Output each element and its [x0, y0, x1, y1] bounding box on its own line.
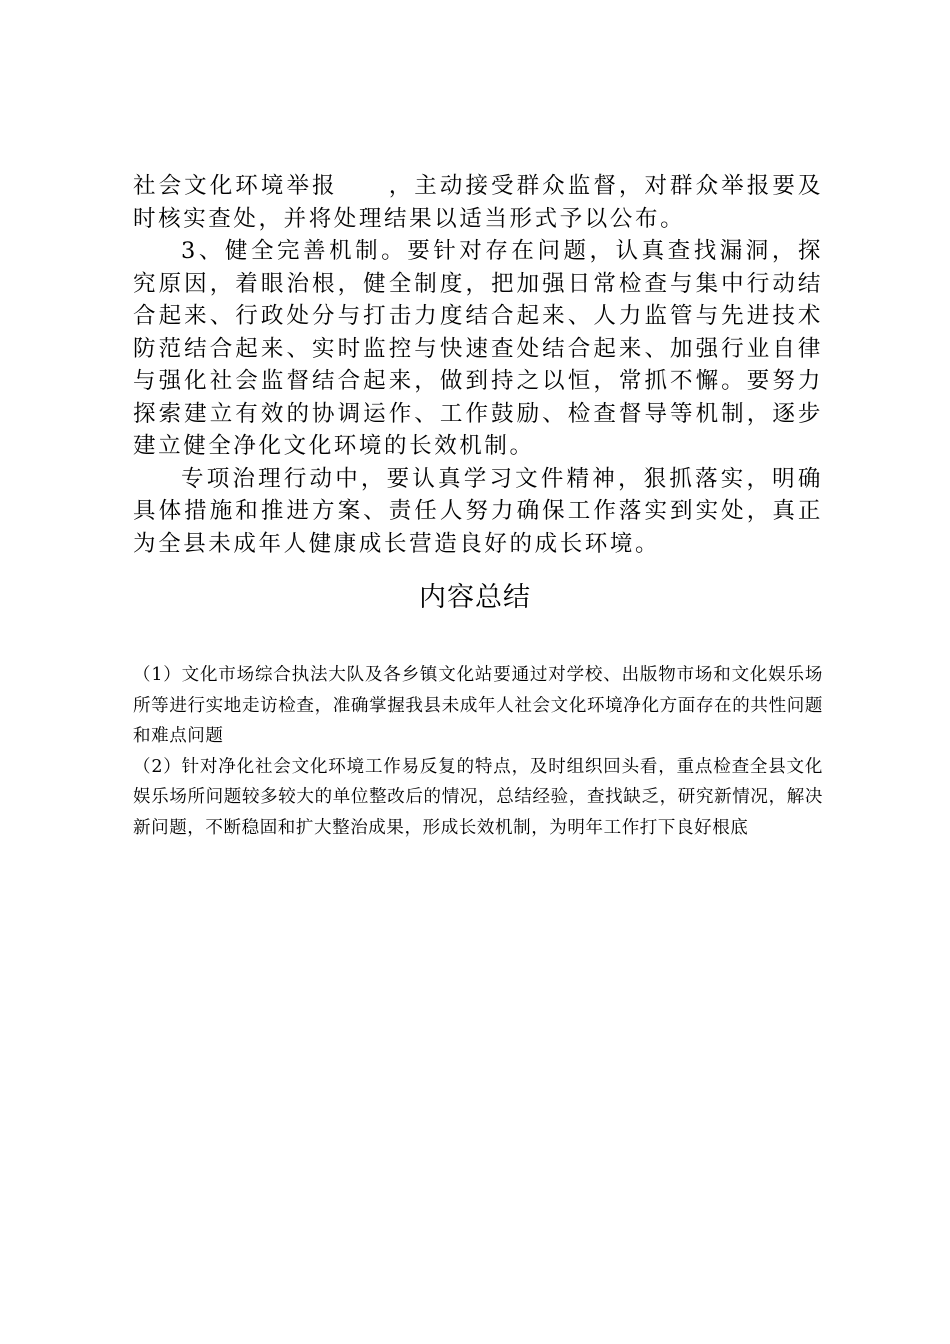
paragraph-special-action: 专项治理行动中，要认真学习文件精神，狠抓落实，明确具体措施和推进方案、责任人努力确保工作落实到实处，真正为全县未成年人健康成长营造良好的成长环境。 [133, 465, 823, 557]
summary-item-1: （1）文化市场综合执法大队及各乡镇文化站要通过对学校、出版物市场和文化娱乐场所等进行实地走访检查，准确掌握我县未成年人社会文化环境净化方面存在的共性问题和难点问题 [133, 665, 823, 746]
paragraph-mechanism: 3、健全完善机制。要针对存在问题，认真查找漏洞，探究原因，着眼治根，健全制度，把加强日常检查与集中行动结合起来、行政处分与打击力度结合起来、人力监管与先进技术防范结合起来、实时监控与快速查处结合起来、加强行业自律与强化社会监督结合起来，做到持之以恒，常抓不懈。要努力探索建立有效的协调运作、工作鼓励、检查督导等机制，逐步建立健全净化文化环境的长效机制。 [133, 238, 823, 459]
paragraph-report: 社会文化环境举报 ，主动接受群众监督，对群众举报要及时核实查处，并将处理结果以适当形式予以公布。 [133, 173, 823, 232]
body-text [133, 170, 823, 560]
summary-item-2: （2）针对净化社会文化环境工作易反复的特点，及时组织回头看，重点检查全县文化娱乐场所问题较多较大的单位整改后的情况，总结经验，查找缺乏，研究新情况，解决新问题，不断稳固和扩大整治成果，形成长效机制，为明年工作打下良好根底 [133, 756, 823, 838]
summary-list [133, 660, 823, 843]
summary-title: 内容总结 [419, 582, 531, 613]
